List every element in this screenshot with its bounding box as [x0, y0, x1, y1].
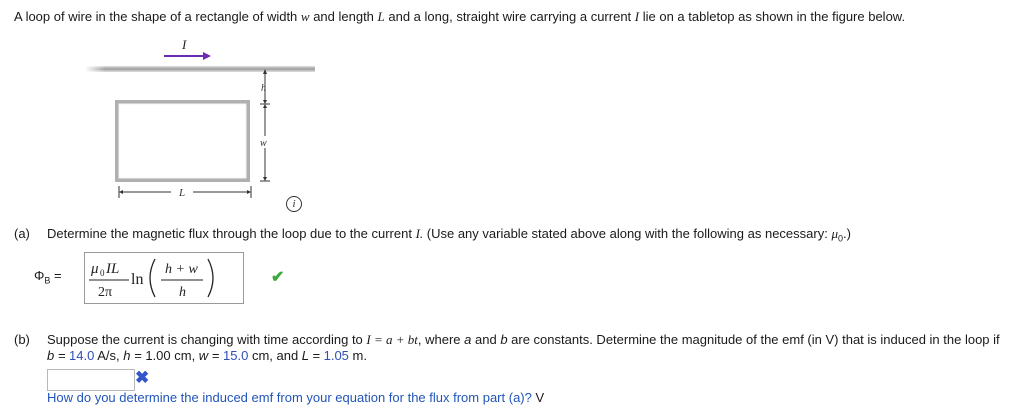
part-b-question: (b) Suppose the current is changing with time according to I = a + bt, where a and b are constants. Determine the magnitude of the emf (in V) that is induced in the loop if b = 14.0 A/s, h = 1.00 cm, w = 15.0 cm, and L = 1.05 m.: [14, 332, 1000, 363]
flux-answer-field[interactable]: [84, 252, 285, 304]
svg-text:0: 0: [100, 268, 105, 278]
svg-text:ln: ln: [131, 271, 144, 288]
wire-loop: [117, 102, 248, 180]
var-I: I: [634, 9, 640, 24]
w-value: 15.0: [223, 348, 249, 363]
svg-text:h: h: [179, 285, 186, 300]
loop-wire-figure: [85, 38, 315, 218]
part-a-question: (a) Determine the magnetic flux through the loop due to the current I. (Use any variable stated above along with the following as necessary: $\mu_0$.): [14, 226, 851, 244]
h-value: 1.00: [145, 348, 171, 363]
var-w: w: [300, 9, 310, 24]
part-a-label: (a): [14, 226, 30, 241]
L-value: 1.05: [323, 348, 349, 363]
part-b-label: (b): [14, 332, 30, 347]
flux-formula: [85, 253, 243, 303]
var-L: L: [377, 9, 385, 24]
emf-unit: V: [535, 390, 545, 405]
problem-intro: A loop of wire in the shape of a rectangle of width w and length L and a long, straight wire carrying a current I lie on a tabletop as shown in the figure below.: [14, 9, 906, 24]
w-label: w: [260, 138, 267, 149]
info-icon[interactable]: i: [286, 196, 302, 212]
x-icon: ✖: [135, 368, 150, 387]
current-label: I: [182, 38, 187, 52]
svg-text:μ: μ: [91, 261, 99, 277]
current-arrowhead: [203, 52, 211, 60]
b-value: 14.0: [69, 348, 95, 363]
emf-hint: How do you determine the induced emf from your equation for the flux from part (a)? V: [47, 390, 545, 405]
check-icon: ✔: [271, 269, 285, 286]
flux-label: $\Phi_B$ =: [34, 268, 62, 286]
straight-wire: [85, 66, 315, 72]
L-label: L: [179, 187, 186, 199]
emf-answer-input[interactable]: [47, 369, 135, 391]
svg-text:h + w: h + w: [165, 262, 198, 277]
svg-text:IL: IL: [106, 261, 120, 277]
h-label: h: [261, 83, 266, 94]
svg-text:2π: 2π: [98, 285, 113, 300]
